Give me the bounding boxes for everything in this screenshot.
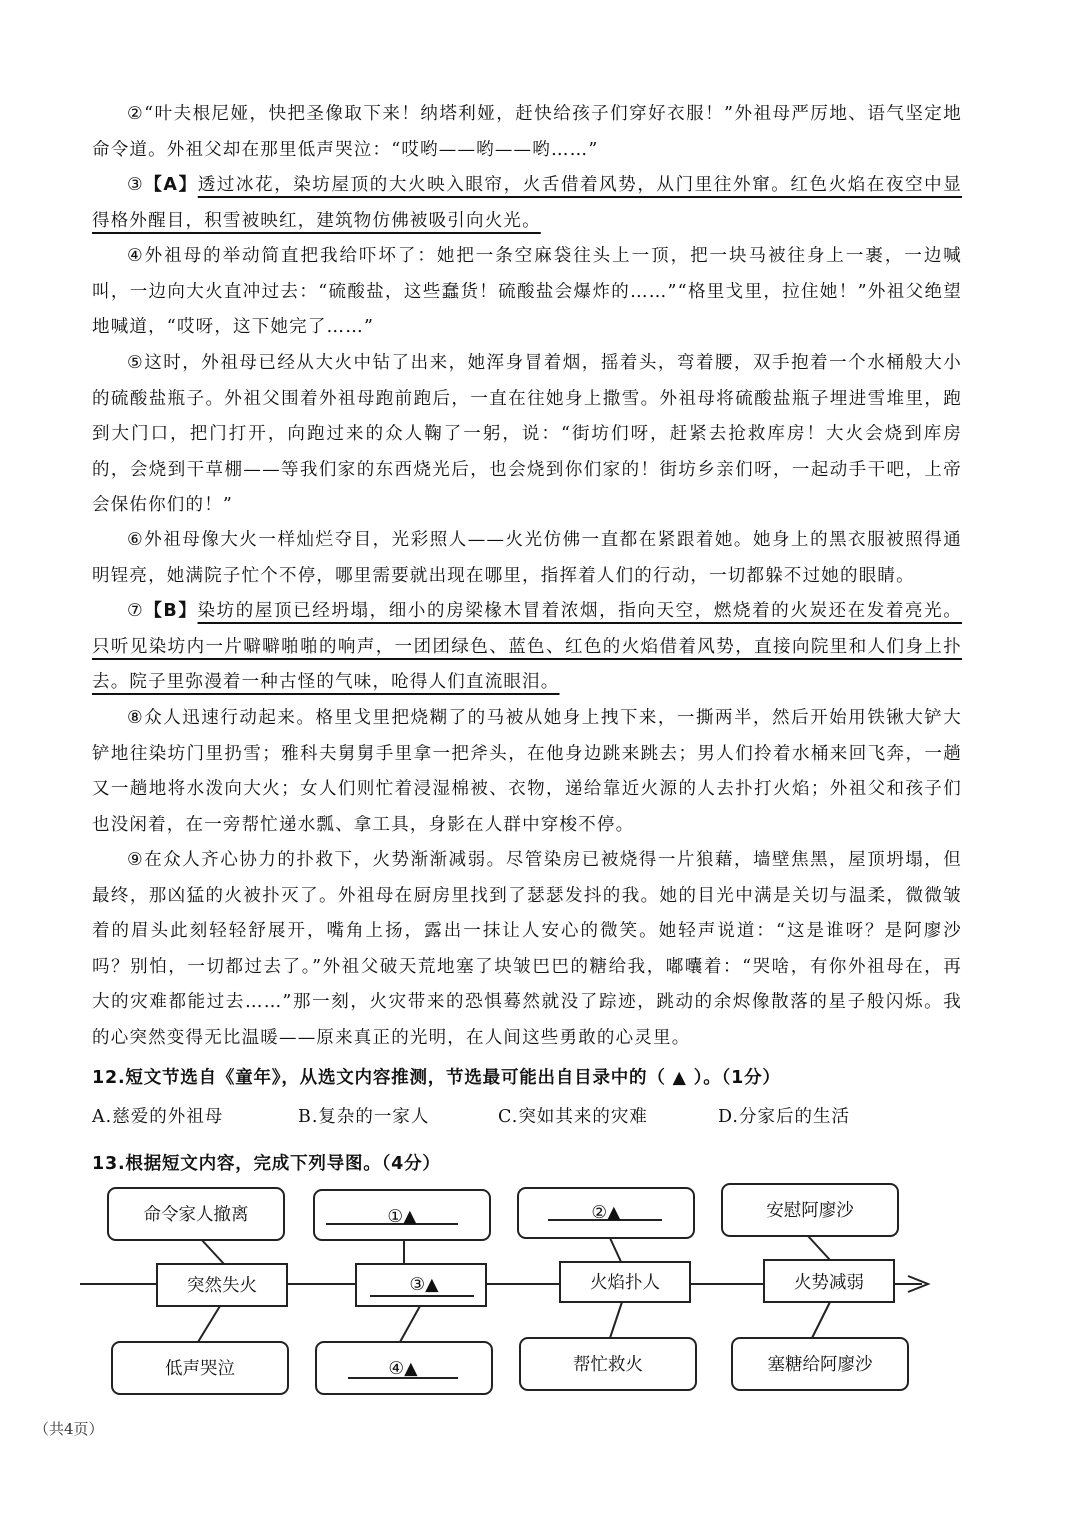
paragraph-number: ③: [127, 175, 145, 195]
map-bottom-text-1: 低声哭泣: [165, 1359, 235, 1379]
question-12: 12.短文节选自《童年》，从选文内容推测，节选最可能出自目录中的（ ▲ ）。（1分）: [92, 1068, 781, 1088]
map-mid-text-4: 火势减弱: [794, 1273, 864, 1293]
marker-a: 【A】: [144, 175, 198, 195]
paragraph-text: “叶夫根尼娅，快把圣像取下来！纳塔利娅，赶快给孩子们穿好衣服！”外祖母严厉地、语气坚定地命令道。外祖父却在那里低声哭泣：“哎哟——哟——哟……”: [92, 104, 962, 160]
paragraph-text: 外祖母的举动简直把我给吓坏了：她把一条空麻袋往头上一顶，把一块马被往身上一裹，一边喊叫，一边向大火直冲过去：“硫酸盐，这些蠢货！硫酸盐会爆炸的……”“格里戈里，拉住她！”外祖父绝望地喊道，“哎呀，这下她完了……”: [92, 246, 962, 338]
paragraph-text: 外祖母像大火一样灿烂夺目，光彩照人——火光仿佛一直都在紧跟着她。她身上的黑衣服被照得通明锃亮，她满院子忙个不停，哪里需要就出现在哪里，指挥着人们的行动，一切都躲不过她的眼睛。: [92, 530, 962, 586]
option-a: A.慈爱的外祖母: [92, 1107, 224, 1127]
paragraph-text: 在众人齐心协力的扑救下，火势渐渐减弱。尽管染房已被烧得一片狼藉，墙壁焦黑，屋顶坍塌，但最终，那凶猛的火被扑灭了。外祖母在厨房里找到了瑟瑟发抖的我。她的目光中满是关切与温柔，微微皱着的眉头此刻轻轻舒展开，嘴角上扬，露出一抹让人安心的微笑。她轻声说道：“这是谁呀？是阿廖沙吗？别怕，一切都过去了。”外祖父破天荒地塞了块皱巴巴的糖给我，嘟囔着：“哭啥，有你外祖母在，再大的灾难都能过去……”那一刻，火灾带来的恐惧蓦然就没了踪迹，跳动的余烬像散落的星子般闪烁。我的心突然变得无比温暖——原来真正的光明，在人间这些勇敢的心灵里。: [92, 850, 962, 1048]
underlined-passage-b: 染坊的屋顶已经坍塌，细小的房梁椽木冒着浓烟，指向天空，燃烧着的火炭还在发着亮光。只听见染坊内一片噼噼啪啪的响声，一团团绿色、蓝色、红色的火焰借着风势，直接向院里和人们身上扑去。院子里弥漫着一种古怪的气味，呛得人们直流眼泪。: [92, 601, 962, 693]
option-b: B.复杂的一家人: [298, 1107, 430, 1127]
map-mid-text-1: 突然失火: [187, 1276, 257, 1296]
paragraph-number: ②: [127, 104, 145, 124]
map-bottom-text-4: 塞糖给阿廖沙: [767, 1355, 873, 1375]
paragraph-number: ⑤: [127, 353, 145, 373]
page-footer: （共4页）: [34, 1420, 104, 1438]
paragraph-text: 众人迅速行动起来。格里戈里把烧糊了的马被从她身上拽下来，一撕两半，然后开始用铁锹大铲大铲地往染坊门里扔雪；雅科夫舅舅手里拿一把斧头，在他身边跳来跳去；男人们拎着水桶来回飞奔，一趟又一趟地将水泼向大火；女人们则忙着浸湿棉被、衣物，递给靠近火源的人去扑打火焰；外祖父和孩子们也没闲着，在一旁帮忙递水瓢、拿工具，身影在人群中穿梭不停。: [92, 708, 962, 835]
paragraph-number: ⑥: [127, 530, 145, 550]
map-top-text-2: ①▲: [387, 1207, 417, 1227]
map-mid-text-2: ③▲: [409, 1275, 439, 1295]
paragraph-text: 这时，外祖母已经从大火中钻了出来，她浑身冒着烟，摇着头，弯着腰，双手抱着一个水桶般大小的硫酸盐瓶子。外祖父围着外祖母跑前跑后，一直在往她身上撒雪。外祖母将硫酸盐瓶子埋进雪堆里，跑到大门口，把门打开，向跑过来的众人鞠了一躬，说：“街坊们呀，赶紧去抢救库房！大火会烧到库房的，会烧到干草棚——等我们家的东西烧光后，也会烧到你们家的！街坊乡亲们呀，一起动手干吧，上帝会保佑你们的！”: [92, 353, 962, 516]
map-bottom-text-2: ④▲: [388, 1359, 418, 1379]
paragraph-number: ⑨: [127, 850, 145, 870]
marker-b: 【B】: [144, 601, 198, 621]
map-top-text-4: 安慰阿廖沙: [766, 1201, 854, 1221]
option-c: C.突如其来的灾难: [498, 1107, 648, 1127]
map-bottom-text-3: 帮忙救火: [573, 1355, 643, 1375]
question-13: 13.根据短文内容，完成下列导图。（4分）: [92, 1154, 441, 1174]
paragraph-number: ④: [127, 246, 145, 266]
underlined-passage-a: 透过冰花，染坊屋顶的大火映入眼帘，火舌借着风势，从门里往外窜。红色火焰在夜空中显得格外醒目，积雪被映红，建筑物仿佛被吸引向火光。: [92, 175, 962, 231]
map-top-text-3: ②▲: [591, 1203, 621, 1223]
option-d: D.分家后的生活: [718, 1107, 850, 1127]
map-mid-text-3: 火焰扑人: [590, 1273, 660, 1293]
paragraph-number: ⑧: [127, 708, 145, 728]
paragraph-number: ⑦: [127, 601, 145, 621]
map-top-text-1: 命令家人撤离: [143, 1205, 249, 1225]
